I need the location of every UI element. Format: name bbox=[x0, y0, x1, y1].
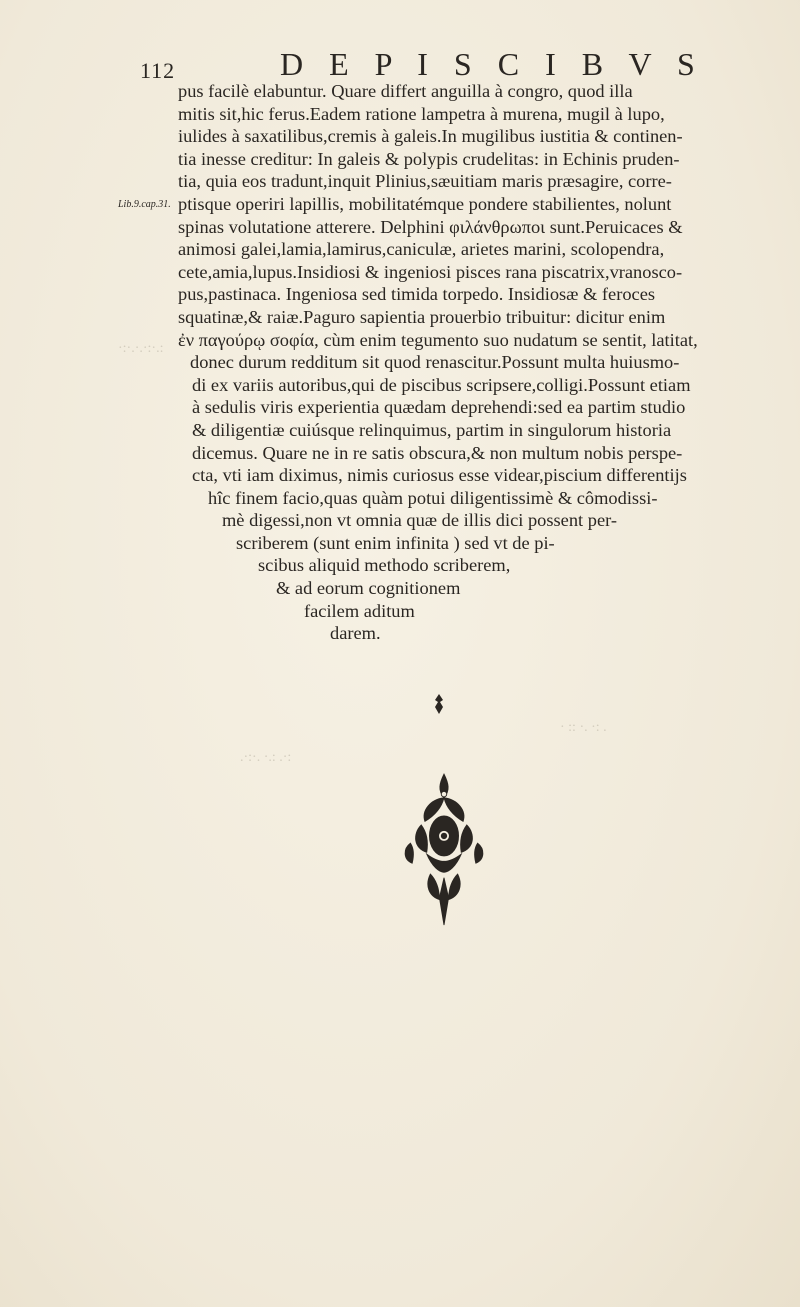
text-line: dicemus. Quare ne in re satis obscura,& non multum nobis perspe- bbox=[192, 442, 683, 463]
text-line: tia, quia eos tradunt,inquit Plinius,sæuitiam maris præsagire, corre- bbox=[178, 171, 672, 192]
text-line: à sedulis viris experientia quædam deprehendi:sed ea partim studio bbox=[192, 397, 686, 418]
text-line: mè digessi,non vt omnia quæ de illis dici possent per- bbox=[222, 510, 617, 531]
marginal-note: Lib.9.cap.31. bbox=[118, 199, 171, 210]
text-line: mitis sit,hic ferus.Eadem ratione lampetra à murena, mugil à lupo, bbox=[178, 103, 665, 124]
floral-tailpiece-icon bbox=[394, 760, 494, 940]
text-line: ptisque operiri lapillis, mobilitatémque pondere stabilientes, nolunt bbox=[178, 193, 672, 214]
text-line: tia inesse creditur: In galeis & polypis crudelitas: in Echinis pruden- bbox=[178, 148, 680, 169]
text-line: & ad eorum cognitionem bbox=[276, 578, 461, 599]
fleuron-icon bbox=[432, 693, 446, 715]
page-number: 112 bbox=[140, 58, 176, 83]
text-line: animosi galei,lamia,lamirus,caniculæ, arietes marini, scolopendra, bbox=[178, 239, 665, 260]
text-line: pus facilè elabuntur. Quare differt anguilla à congro, quod illa bbox=[178, 81, 633, 101]
show-through-mark: ·:·.·.·:·.: bbox=[118, 341, 164, 356]
text-line: donec durum redditum sit quod renascitur.Possunt multa huiusmo- bbox=[190, 352, 680, 373]
text-line: squatinæ,& raiæ.Paguro sapientia prouerbio tribuitur: dicitur enim bbox=[178, 306, 666, 327]
text-line: cete,amia,lupus.Insidiosi & ingeniosi pisces rana piscatrix,vranosco- bbox=[178, 261, 683, 282]
text-line: spinas volutatione atterere. Delphini φιλάνθρωποι sunt.Peruicaces & bbox=[178, 216, 683, 237]
text-line: & diligentiæ cuiúsque relinquimus, partim in singulorum historia bbox=[192, 419, 672, 440]
text-line: iulides à saxatilibus,cremis à galeis.In mugilibus iustitia & continen- bbox=[178, 126, 683, 147]
text-line: pus,pastinaca. Ingeniosa sed timida torpedo. Insidiosæ & feroces bbox=[178, 284, 656, 305]
text-line: scriberem (sunt enim infinita ) sed vt de pi- bbox=[236, 532, 555, 553]
text-line: cta, vti iam diximus, nimis curiosus esse videar,piscium differentijs bbox=[192, 465, 687, 486]
text-line: scibus aliquid methodo scriberem, bbox=[258, 555, 511, 576]
main-text-block bbox=[178, 80, 768, 645]
text-line: darem. bbox=[330, 623, 381, 644]
running-head: D E P I S C I B V S bbox=[280, 46, 704, 82]
text-line: facilem aditum bbox=[304, 600, 415, 621]
text-line: hîc finem facio,quas quàm potui diligentissimè & cômodissi- bbox=[208, 487, 658, 508]
text-line: ἐν παγούρῳ σοφία, cùm enim tegumento suo nudatum se sentit, latitat, bbox=[178, 329, 698, 350]
text-line: di ex variis autoribus,qui de piscibus scripsere,colligi.Possunt etiam bbox=[192, 374, 691, 395]
show-through-mark: .·:·. ·.: .·: bbox=[240, 750, 292, 765]
show-through-mark: · :: ·. ·: . bbox=[560, 720, 607, 735]
